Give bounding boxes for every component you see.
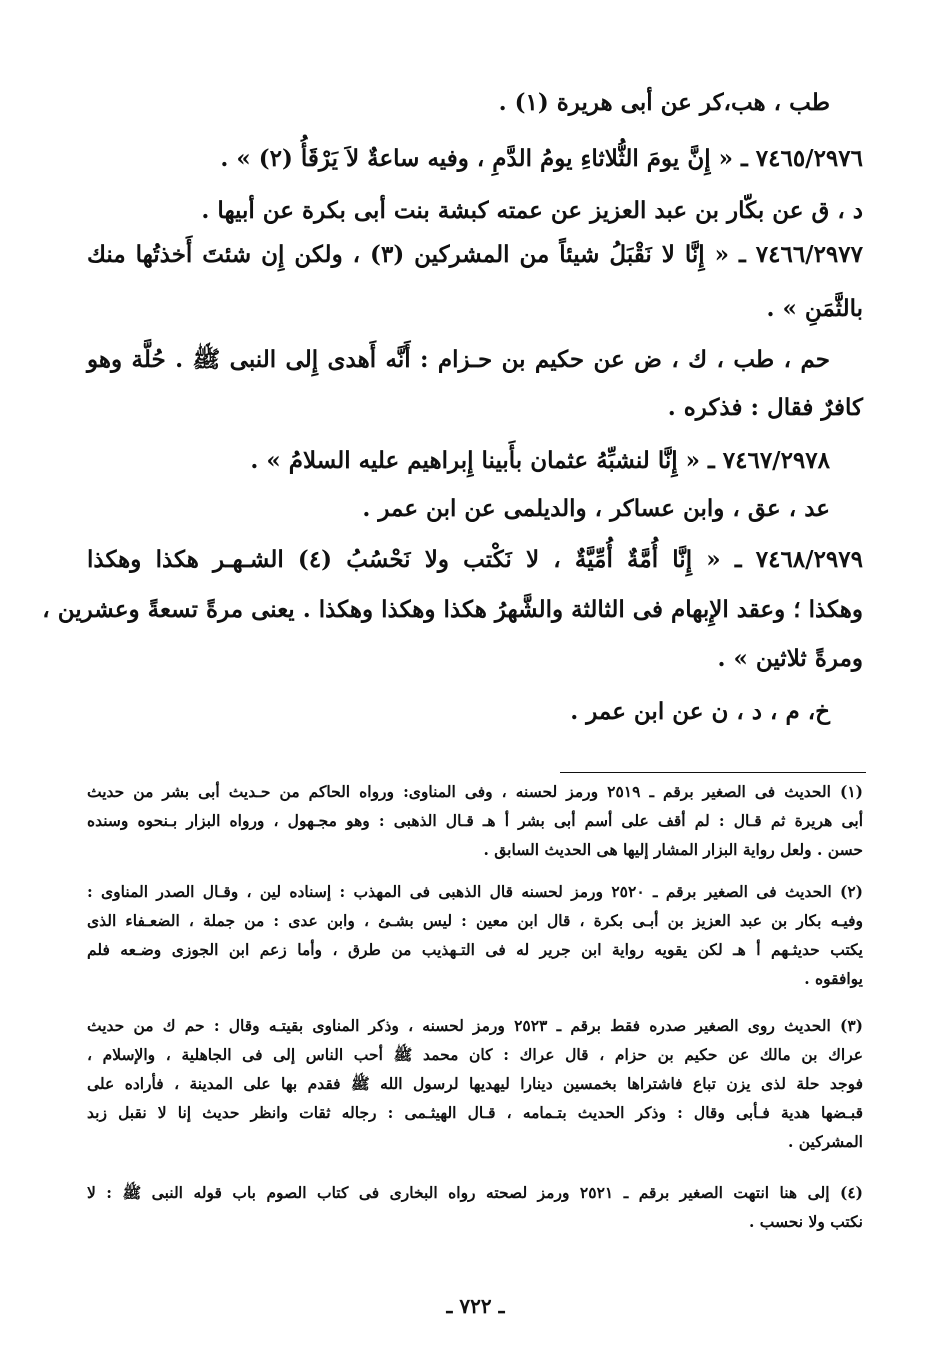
footnote-line: فوجد حلة لذى يزن تباع فاشتراها بخمسين دينارا ليهديها لرسول الله ﷺ فقدم بها على المدينة ، فأراده على <box>87 1074 863 1093</box>
footnote-3 <box>87 1011 863 1156</box>
footnote-2 <box>87 877 863 993</box>
footnote-line: وفيـه بكار بن عبد العزيز بن أبـى بكرة ، قال ابن معين : ليس بشـئ ، وابن عدى : من جملة ، الضعـفاء الذى <box>87 911 863 930</box>
footnote-1 <box>87 777 863 864</box>
hadith-2977-line: ٧٤٦٦/٢٩٧٧ ـ « إِنَّا لا نَقْبَلُ شيئاً من المشركين (٣) ، ولكن إِن شئتَ أَخذتُها منك <box>87 241 863 268</box>
footnote-line: قبـضها هدية فـأبى وقال : وذكر الحديث بتـمامه ، قـال الهيثـمى : رجاله ثقات وانظر حديث إنا لا نقبل زبد <box>87 1103 863 1122</box>
body-line: ومرةً ثلاثين » . <box>717 645 863 672</box>
page-number: ـ ٧٢٢ ـ <box>446 1294 505 1318</box>
hadith-2978-line: ٧٤٦٧/٢٩٧٨ ـ « إِنَّا لنشبِّهُ عثمان بأَبينا إِبراهيم عليه السلامُ » . <box>250 447 830 474</box>
footnote-line: (٢) الحديث فى الصغير برقم ـ ٢٥٢٠ ورمز لحسنه قال الذهبى فى المهذب : إسناده لين ، وقـال الصدر المناوى : <box>87 882 863 901</box>
footnote-line: المشركين . <box>787 1132 863 1151</box>
footnote-line: حسن . ولعل رواية البزار المشار إليها هى الحديث السابق . <box>483 840 863 859</box>
footnote-line: يوافقوه . <box>804 969 863 988</box>
body-line: عد ، عق ، وابن عساكر ، والديلمى عن ابن عمر . <box>362 495 830 522</box>
body-line: طب ، هب،كر عن أبى هريرة (١) . <box>498 89 830 116</box>
footnote-line: أبى هريرة ثم قـال : لم أقف على أسم أبى بشر أ هـ قـال الذهبى : وهو مجـهول ، ورواه البزار بـنحوه وسنده <box>87 811 863 830</box>
body-line: بالثَّمَنِ » . <box>766 295 863 322</box>
body-line: د ، ق عن بكّار بن عبد العزيز عن عمته كبشة بنت أبى بكرة عن أبيها . <box>201 197 863 224</box>
hadith-2979-line: ٧٤٦٨/٢٩٧٩ ـ « إِنَّا أُمَّةٌ أُمِّيَّةٌ ، لا نَكْتب ولا نَحْسُبُ (٤) الشـهـر هكذا وهكذا <box>87 546 863 573</box>
body-line: كافرٌ فقال : فذكره . <box>667 394 863 421</box>
footnote-separator <box>560 772 866 773</box>
footnote-line: نكتب ولا نحسب . <box>748 1212 863 1231</box>
footnote-4 <box>87 1178 863 1236</box>
body-line: خ، م ، د ، ن عن ابن عمر . <box>570 698 830 725</box>
footnote-line: يكتب حديثـهم أ هـ لكن يقويه رواية ابن جرير له فى التـهذيب من طرق ، وأما زعم ابن الجوزى وضـعه فلم <box>87 940 863 959</box>
hadith-2976-line: ٧٤٦٥/٢٩٧٦ ـ « إِنَّ يومَ الثُّلاثاءِ يومُ الدَّمِ ، وفيه ساعةٌ لاَ يَرْقَأُ (٢) » . <box>220 145 863 172</box>
footnote-line: (١) الحديث فى الصغير برقم ـ ٢٥١٩ ورمز لحسنه ، وفى المناوى: ورواه الحاكم من حـديث أبى بشر من حديث <box>87 782 863 801</box>
footnote-line: (٤) إلى هنا انتهت الصغير برقم ـ ٢٥٢١ ورمز لصحته رواه البخارى فى كتاب الصوم باب قوله النبى ﷺ : لا <box>87 1183 863 1202</box>
footnote-line: (٣) الحديث روى الصغير صدره فقط برقم ـ ٢٥٢٣ ورمز لحسنه ، وذكر المناوى بقيتـه وقال : حم ك من حديث <box>87 1016 863 1035</box>
body-line: حم ، طب ، ك ، ض عن حكيم بن حـزام : أَنَّه أَهدى إِلى النبى ﷺ . حُلَّة وهو <box>87 346 830 373</box>
footnote-line: عراك بن مالك عن حكيم بن حزام ، قال عراك : كان محمد ﷺ أحب الناس إلى فى الجاهلية ، والإسلام ، <box>87 1045 863 1064</box>
body-line: وهكذا ؛ وعقد الإِبهام فى الثالثة والشَّهرُ هكذا وهكذا وهكذا . يعنى مرةً تسعةً وعشرين ، <box>42 596 863 623</box>
